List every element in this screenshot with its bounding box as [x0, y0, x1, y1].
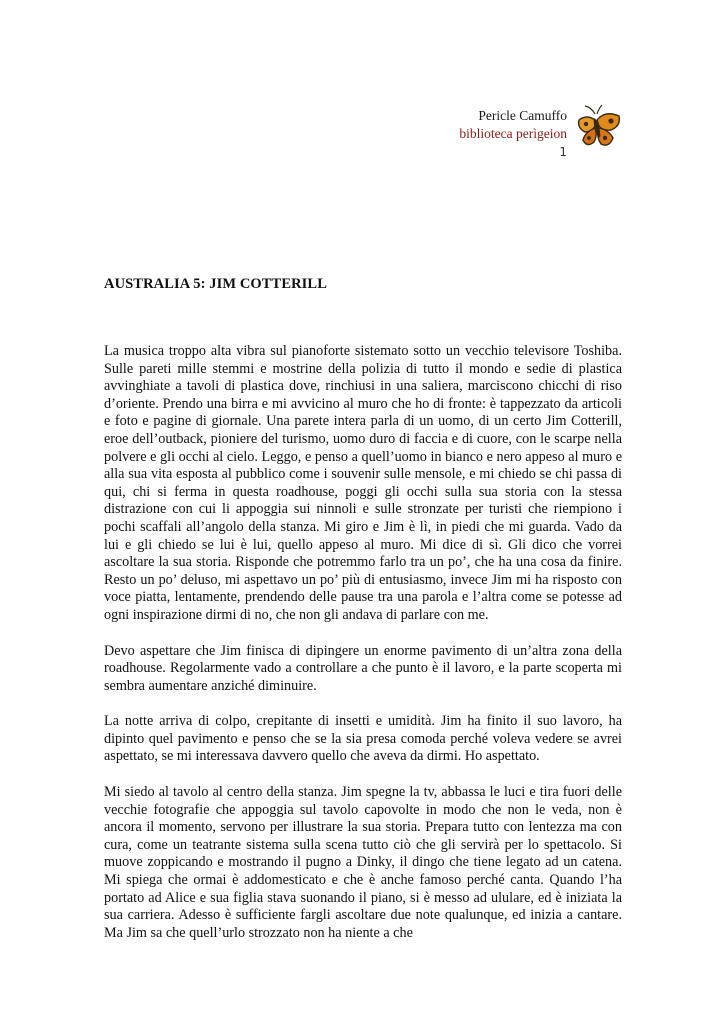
page-header: [459, 107, 567, 161]
article-body: [104, 343, 622, 960]
page-title: AUSTRALIA 5: JIM COTTERILL: [104, 276, 327, 292]
paragraph: Devo aspettare che Jim finisca di dipingere un enorme pavimento di un’altra zona della roadhouse. Regolarmente vado a controllare a che punto è il lavoro, e la parte scoperta mi sembra aumentare anziché diminuire.: [104, 642, 622, 694]
author-name: Pericle Camuffo: [478, 108, 567, 123]
paragraph: Mi siedo al tavolo al centro della stanza. Jim spegne la tv, abbassa le luci e tira fuori delle vecchie fotografie che appoggia sul tavolo capovolte in modo che non le veda, non è ancora il momento, servono per illustrare la sua storia. Prepara tutto con lentezza ma con cura, come un teatrante sistema sulla scena tutto ciò che gli servirà per lo spettacolo. Si muove zoppicando e mostrando il pugno a Dinky, il dingo che tiene legato ad un catena. Mi spiega che ormai è addomesticato e che è anche famoso perché canta. Quando l’ha portato ad Alice e sua figlia stava suonando il piano, si è messo ad ululare, ed è iniziata la sua carriera. Adesso è sufficiente fargli ascoltare due note qualunque, ed inizia a cantare. Ma Jim sa che quell’urlo strozzato non ha niente a che: [104, 784, 622, 941]
paragraph: La notte arriva di colpo, crepitante di insetti e umidità. Jim ha finito il suo lavoro, ha dipinto quel pavimento e penso che se la sia presa comoda perché voleva vedere se avrei aspettato, se mi interessava davvero quello che aveva da dirmi. Ho aspettato.: [104, 713, 622, 765]
butterfly-icon: [575, 104, 623, 152]
series-name: biblioteca perìgeion: [459, 126, 567, 141]
paragraph: La musica troppo alta vibra sul pianoforte sistemato sotto un vecchio televisore Toshiba. Sulle pareti mille stemmi e mostrine della polizia di tutto il mondo e sedie di plastica avvinghiate a tavoli di plastica dove, rinchiusi in una saliera, marciscono chicchi di riso d’oriente. Prendo una birra e mi avvicino al muro che ho di fronte: è tappezzato da articoli e foto e pagine di giornale. Una parete intera parla di un uomo, di un certo Jim Cotterill, eroe dell’outback, pioniere del turismo, uomo duro di faccia e di cuore, con le scarpe nella polvere e gli occhi al cielo. Leggo, e penso a quell’uomo in bianco e nero appeso al muro e alla sua vita esposta al pubblico come i souvenir sulle mensole, e mi chiedo se chi passa di qui, chi si ferma in questa roadhouse, poggi gli occhi sulla sua storia con la stessa distrazione con cui li appoggia sui ninnoli e sulle stronzate per turisti che riempiono i pochi scaffali all’angolo della stanza. Mi giro e Jim è lì, in piedi che mi guarda. Vado da lui e gli chiedo se lui è lui, quello appeso al muro. Mi dice di sì. Gli dico che vorrei ascoltare la sua storia. Risponde che potremmo farlo tra un po’, che ha una cosa da finire. Resto un po’ deluso, mi aspettavo un po’ più di entusiasmo, invece Jim mi ha risposto con voce piatta, lentamente, prendendo delle pause tra una parola e l’altra come se potesse ad ogni inspirazione dirmi di no, che non gli andava di parlare con me.: [104, 343, 622, 623]
page-number: 1: [559, 145, 567, 159]
